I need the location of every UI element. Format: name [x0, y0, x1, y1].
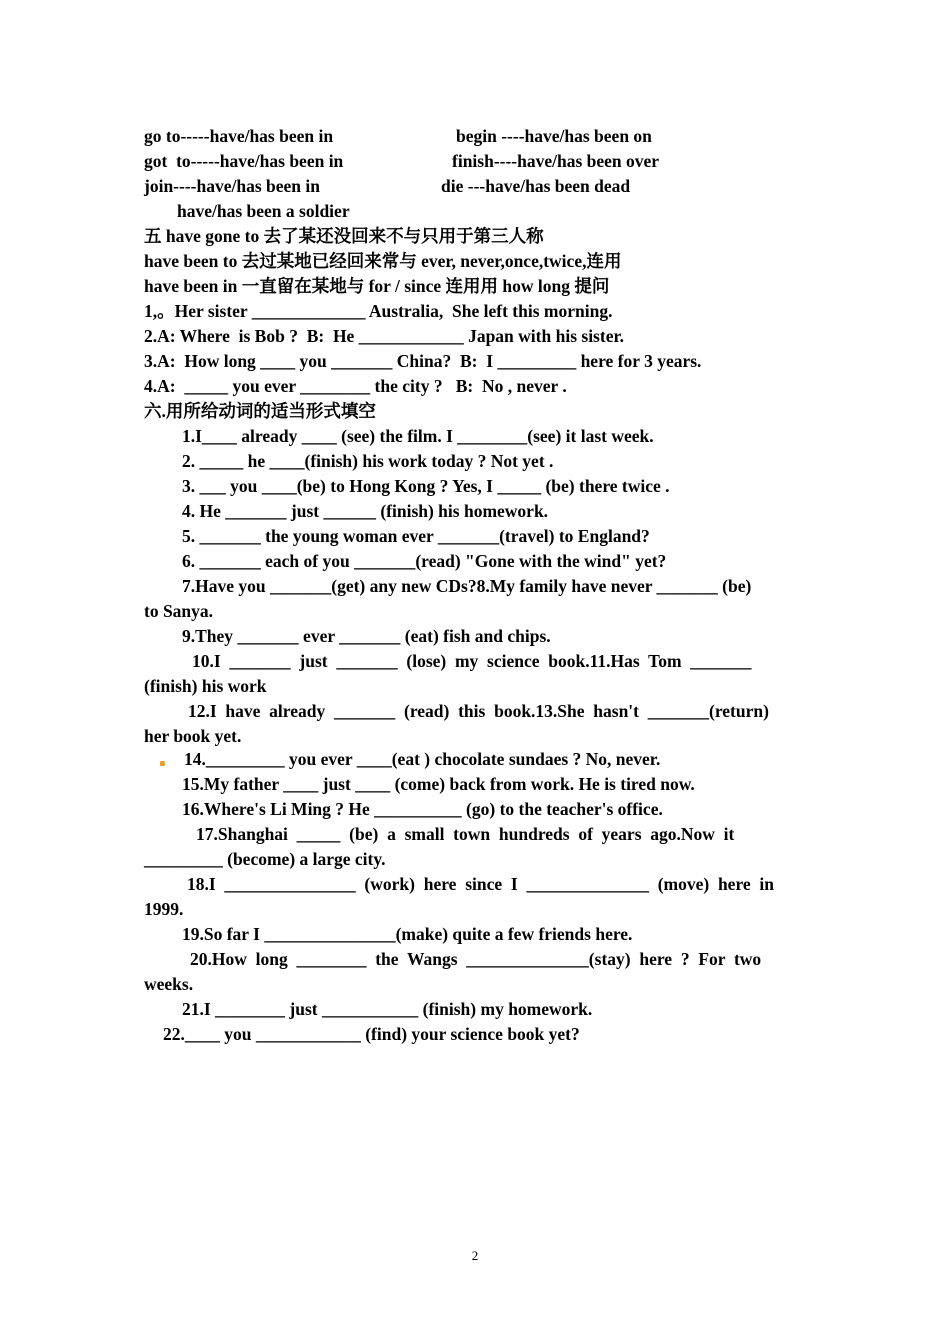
- section-5-question-4: 4.A: _____ you ever ________ the city ? B: No , never .: [144, 376, 567, 396]
- pair-right-1: begin ----have/has been on: [456, 126, 652, 146]
- exercise-12-13-line-2: her book yet.: [144, 726, 242, 746]
- exercise-17-line-2: _________ (become) a large city.: [144, 849, 386, 869]
- section-6-title: 六.用所给动词的适当形式填空: [144, 401, 376, 421]
- exercise-17-line-1: 17.Shanghai _____ (be) a small town hundreds of years ago.Now it: [196, 824, 735, 844]
- exercise-2: 2. _____ he ____(finish) his work today ? Not yet .: [182, 451, 554, 471]
- section-5-rule-3: have been in 一直留在某地与 for / since 连用用 how long 提问: [144, 276, 610, 296]
- exercise-10-11-line-1: 10.I _______ just _______ (lose) my science book.11.Has Tom _______: [192, 651, 752, 671]
- exercise-6: 6. _______ each of you _______(read) "Gone with the wind" yet?: [182, 551, 667, 571]
- section-5-question-2: 2.A: Where is Bob ? B: He ____________ Japan with his sister.: [144, 326, 624, 346]
- exercise-20-line-1: 20.How long ________ the Wangs ______________(stay) here ? For two: [190, 949, 762, 969]
- exercise-3: 3. ___ you ____(be) to Hong Kong ? Yes, I _____ (be) there twice .: [182, 476, 670, 496]
- exercise-7-8-line-1: 7.Have you _______(get) any new CDs?8.My family have never _______ (be): [182, 576, 752, 596]
- section-5-rule-2: have been to 去过某地已经回来常与 ever, never,once,twice,连用: [144, 251, 622, 271]
- exercise-12-13-line-1: 12.I have already _______ (read) this book.13.She hasn't _______(return): [188, 701, 769, 721]
- exercise-9: 9.They _______ ever _______ (eat) fish and chips.: [182, 626, 551, 646]
- exercise-18-line-2: 1999.: [144, 899, 184, 919]
- exercise-15: 15.My father ____ just ____ (come) back from work. He is tired now.: [182, 774, 695, 794]
- exercise-4: 4. He _______ just ______ (finish) his homework.: [182, 501, 549, 521]
- exercise-7-8-line-2: to Sanya.: [144, 601, 214, 621]
- exercise-10-11-line-2: (finish) his work: [144, 676, 267, 696]
- exercise-1: 1.I____ already ____ (see) the film. I ________(see) it last week.: [182, 426, 654, 446]
- exercise-16: 16.Where's Li Ming ? He __________ (go) to the teacher's office.: [182, 799, 663, 819]
- section-5-title: 五 have gone to 去了某还没回来不与只用于第三人称: [144, 226, 544, 246]
- section-5-question-1: 1,。Her sister _____________ Australia, She left this morning.: [144, 301, 613, 321]
- exercise-21: 21.I ________ just ___________ (finish) my homework.: [182, 999, 593, 1019]
- exercise-19: 19.So far I _______________(make) quite a few friends here.: [182, 924, 633, 944]
- section-5-question-3: 3.A: How long ____ you _______ China? B: I _________ here for 3 years.: [144, 351, 702, 371]
- pair-left-3: join----have/has been in: [144, 176, 320, 196]
- pair-left-1: go to-----have/has been in: [144, 126, 334, 146]
- exercise-20-line-2: weeks.: [144, 974, 194, 994]
- bullet-marker: [160, 761, 165, 766]
- page-number: 2: [471, 1248, 479, 1263]
- pair-right-3: die ---have/has been dead: [441, 176, 631, 196]
- pair-left-2: got to-----have/has been in: [144, 151, 344, 171]
- soldier-line: have/has been a soldier: [177, 201, 350, 221]
- exercise-18-line-1: 18.I _______________ (work) here since I ______________ (move) here in: [187, 874, 775, 894]
- exercise-22: 22.____ you ____________ (find) your science book yet?: [163, 1024, 580, 1044]
- exercise-5: 5. _______ the young woman ever _______(travel) to England?: [182, 526, 650, 546]
- pair-right-2: finish----have/has been over: [452, 151, 660, 171]
- exercise-14: 14._________ you ever ____(eat ) chocolate sundaes ? No, never.: [184, 749, 661, 769]
